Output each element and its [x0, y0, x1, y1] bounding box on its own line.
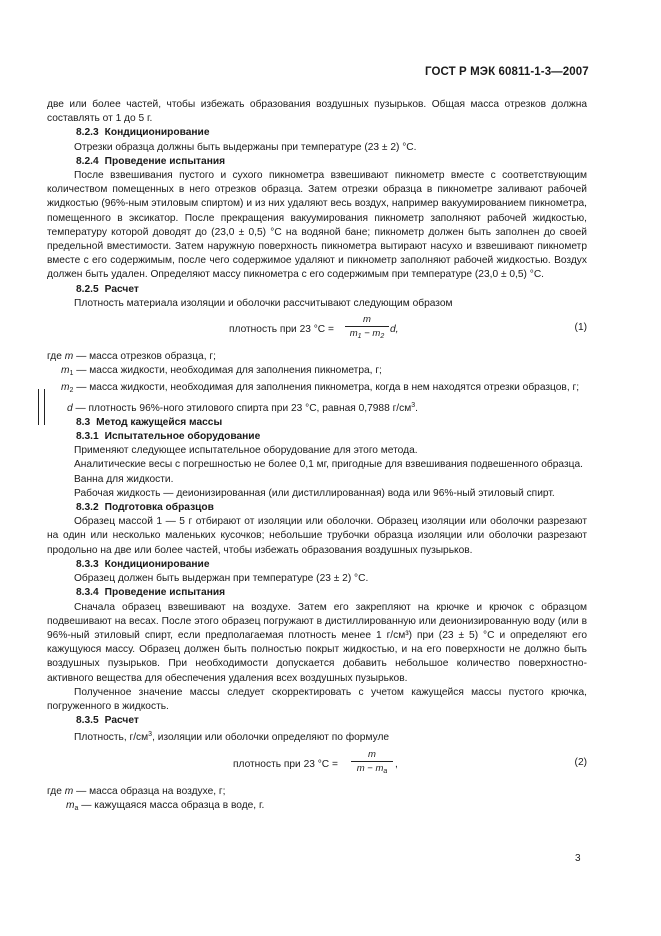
section-number: 8.2.4 [76, 155, 99, 167]
section-heading-8-3-5 [47, 714, 587, 728]
paragraph: Плотность материала изоляции и оболочки рассчитывают следующим образом [74, 297, 453, 309]
where-line: d — плотность 96%-ного этилового спирта при 23 °С, равная 0,7988 $г/см^3$. [67, 401, 418, 414]
section-number: 8.3.2 [76, 502, 99, 514]
where-line: $m_1$ — масса жидкости, необходимая для заполнения пикнометра, г; [61, 365, 382, 378]
document-body [47, 98, 587, 816]
paragraph: Рабочая жидкость — деионизированная (или дистиллированная) вода или 96%-ный этиловый спирт. [74, 487, 555, 499]
where-line: $m_2$ — масса жидкости, необходимая для заполнения пикнометра, когда в нем находятся отрезки образцов, г; [61, 382, 580, 395]
change-bar [38, 389, 45, 425]
paragraph: После взвешивания пустого и сухого пикнометра взвешивают пикнометр вместе с соответствующим количеством помещенных в него отрезков образца. Затем отрезки образца в пикнометре заливают рабочей жидкостью (96%-ным этиловым спиртом) и из них удаляют весь воздух, например вакуумированием пикнометра, помещенного в эксикатор. После прекращения вакуумирования пикнометр заполняют рабочей жидкостью, температуру которой доводят до (23,0 ± 0,5) °С на водяной бане; пикнометр должен быть заполнен до своей предельной вместимости. Затем наружную поверхность пикнометра вытирают насухо и взвешивают пикнометр вместе с его содержимым, после чего содержимое удаляют и пикнометр заполняют рабочей жидкостью. Воздух должен быть удален. Определяют массу пикнометра с его содержимым при температуре (23,0 ± 0,5) °С. [47, 170, 587, 281]
section-title: Испытательное оборудование [104, 431, 261, 443]
formula-1 [47, 314, 587, 348]
formula-fraction [351, 749, 393, 778]
paragraph: Сначала образец взвешивают на воздухе. Затем его закрепляют на крючке и крючок с образцом подвешивают на весах. После этого образец погружают в дистиллированную или деионизированную воду (или в 96%-ный этиловый спирт, если предполагаемая плотность менее 1 г/см³) при (23 ± 5) °С и определяют его кажущуюся массу. Образец должен быть полностью покрыт жидкостью, и на его поверхности не должно быть воздушных пузырьков. При необходимости допускается добавить небольшое количество поверхностно-активного вещества для обеспечения удаления всех воздушных пузырьков. [47, 601, 587, 684]
paragraph: Образец должен быть выдержан при температуре (23 ± 2) °С. [74, 573, 369, 585]
page-number: 3 [575, 853, 581, 864]
section-title: Метод кажущейся массы [96, 416, 223, 428]
section-title: Проведение испытания [104, 587, 226, 599]
paragraph: Полученное значение массы следует скорректировать с учетом кажущейся массы пустого крючка, погруженного в жидкость. [47, 686, 587, 712]
paragraph: Плотность, $г/см^3$, изоляции или оболочки определяют по формуле [74, 731, 390, 744]
section-number: 8.3.1 [76, 431, 99, 443]
section-heading-8-2-3 [47, 126, 587, 140]
paragraph: две или более частей, чтобы избежать образования воздушных пузырьков. Общая масса отрезков должна составлять от 1 до 5 г. [47, 99, 587, 125]
formula-fraction [345, 314, 389, 343]
section-number: 8.3.3 [76, 558, 99, 570]
section-heading-8-3-2 [47, 501, 587, 515]
where-line: $m_a$ — кажущаяся масса образца в воде, г. [66, 799, 265, 812]
section-title: Кондиционирование [104, 127, 210, 139]
formula-number: (1) [574, 322, 587, 334]
where-line: где m — масса отрезков образца, г; [47, 351, 216, 363]
section-number: 8.3.4 [76, 587, 99, 599]
paragraph: Ванна для жидкости. [74, 473, 174, 485]
section-heading-8-2-4 [47, 155, 587, 169]
formula-rhs: , [395, 758, 398, 770]
where-line: где m — масса образца на воздухе, г; [47, 785, 226, 797]
denominator: $m - m_a$ [356, 762, 388, 775]
paragraph: Образец массой 1 — 5 г отбирают от изоляции или оболочки. Образец изоляции или оболочки разрезают на один или несколько маленьких кусочков; небольшие трубочки образца изоляции или оболочки разрезают продольно на две или более частей, чтобы избежать образования воздушных пузырьков. [47, 516, 587, 556]
section-number: 8.2.5 [76, 283, 99, 295]
section-title: Кондиционирование [104, 558, 210, 570]
section-number: 8.3 [76, 416, 91, 428]
section-title: Проведение испытания [104, 155, 226, 167]
paragraph: Применяют следующее испытательное оборудование для этого метода. [74, 445, 418, 457]
denominator: $m_1 - m_2$ [349, 328, 385, 341]
formula-2 [47, 749, 587, 783]
section-heading-8-3-4 [47, 586, 587, 600]
section-title: Подготовка образцов [104, 502, 214, 514]
section-heading-8-2-5 [47, 283, 587, 297]
section-number: 8.2.3 [76, 127, 99, 139]
section-heading-8-3-3 [47, 558, 587, 572]
document-code-header: ГОСТ Р МЭК 60811-1-3—2007 [425, 66, 589, 78]
section-title: Расчет [104, 715, 139, 727]
section-heading-8-3-1 [47, 430, 587, 444]
formula-lhs: плотность при 23 °С = [233, 758, 338, 770]
formula-number: (2) [574, 756, 587, 768]
numerator: m [368, 748, 376, 760]
numerator: m [363, 314, 371, 326]
formula-rhs: d, [390, 324, 399, 336]
paragraph: Отрезки образца должны быть выдержаны при температуре (23 ± 2) °С. [74, 141, 417, 153]
paragraph: Аналитические весы с погрешностью не более 0,1 мг, пригодные для взвешивания подвешенного образца. [74, 459, 583, 471]
section-heading-8-3 [47, 416, 587, 430]
section-title: Расчет [104, 283, 139, 295]
formula-lhs: плотность при 23 °С = [229, 324, 334, 336]
section-number: 8.3.5 [76, 715, 99, 727]
